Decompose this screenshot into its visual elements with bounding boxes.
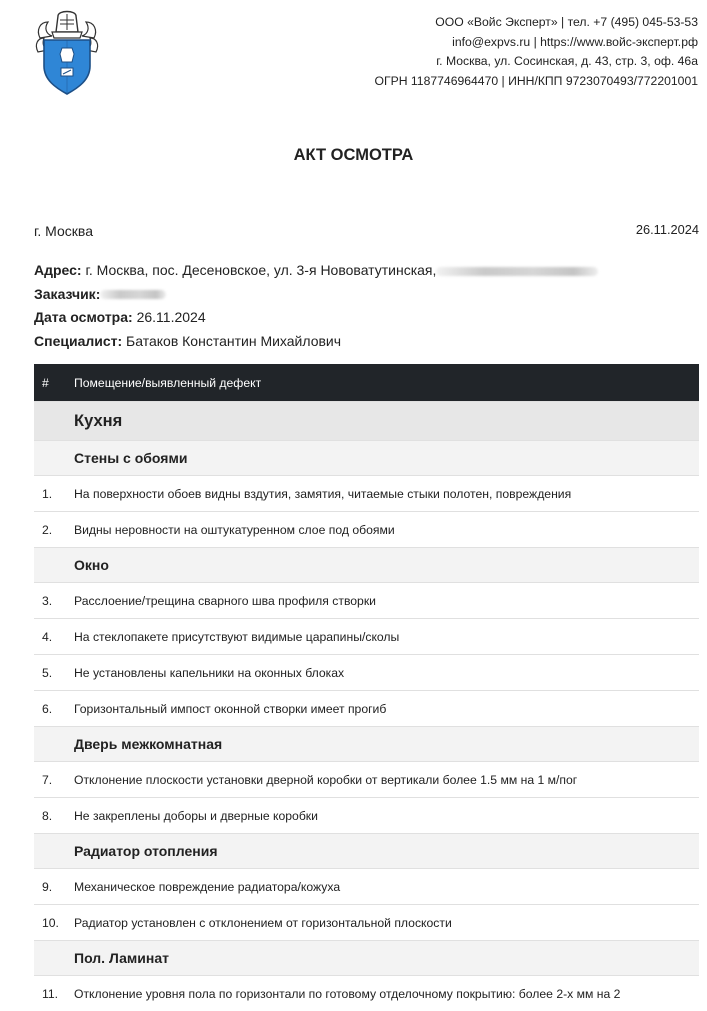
category-name: Пол. Ламинат xyxy=(74,941,699,976)
table-row xyxy=(34,798,699,834)
specialist-row xyxy=(34,330,598,354)
category-num-cell xyxy=(34,441,74,476)
defect-number: 11. xyxy=(34,976,74,1011)
table-row xyxy=(34,869,699,905)
room-row xyxy=(34,402,699,441)
defects-table-body xyxy=(34,402,699,1011)
category-row xyxy=(34,834,699,869)
defect-description: Не закреплены доборы и дверные коробки xyxy=(74,798,699,834)
defect-description: Механическое повреждение радиатора/кожуха xyxy=(74,869,699,905)
column-header-description: Помещение/выявленный дефект xyxy=(74,364,699,402)
table-row xyxy=(34,583,699,619)
defects-table xyxy=(34,364,699,1011)
inspection-info xyxy=(34,259,598,353)
table-row xyxy=(34,476,699,512)
defect-description: Расслоение/трещина сварного шва профиля створки xyxy=(74,583,699,619)
defect-description: Видны неровности на оштукатуренном слое под обоями xyxy=(74,512,699,548)
defect-number: 9. xyxy=(34,869,74,905)
table-row xyxy=(34,762,699,798)
address-value: г. Москва, пос. Десеновское, ул. 3-я Нововатутинская, xyxy=(86,262,437,278)
category-row xyxy=(34,941,699,976)
category-name: Окно xyxy=(74,548,699,583)
category-num-cell xyxy=(34,548,74,583)
defect-description: Не установлены капельники на оконных блоках xyxy=(74,655,699,691)
category-name: Радиатор отопления xyxy=(74,834,699,869)
document-date: 26.11.2024 xyxy=(636,222,699,237)
company-line-name-phone: ООО «Войс Эксперт» | тел. +7 (495) 045-53-53 xyxy=(375,13,698,33)
category-num-cell xyxy=(34,727,74,762)
category-row xyxy=(34,548,699,583)
document-title: АКТ ОСМОТРА xyxy=(0,146,707,165)
defect-number: 2. xyxy=(34,512,74,548)
company-line-address: г. Москва, ул. Сосинская, д. 43, стр. 3, оф. 46а xyxy=(375,52,698,72)
column-header-number: # xyxy=(34,364,74,402)
room-name: Кухня xyxy=(74,402,699,441)
table-row xyxy=(34,655,699,691)
company-details xyxy=(375,13,698,91)
defect-number: 7. xyxy=(34,762,74,798)
address-row xyxy=(34,259,598,283)
defect-description: Отклонение уровня пола по горизонтали по готовому отделочному покрытию: более 2-х мм на 2 xyxy=(74,976,699,1011)
address-label: Адрес: xyxy=(34,262,82,278)
category-num-cell xyxy=(34,941,74,976)
company-line-registration: ОГРН 1187746964470 | ИНН/КПП 9723070493/772201001 xyxy=(375,72,698,92)
defect-number: 4. xyxy=(34,619,74,655)
table-row xyxy=(34,512,699,548)
defect-description: На стеклопакете присутствуют видимые царапины/сколы xyxy=(74,619,699,655)
category-name: Стены с обоями xyxy=(74,441,699,476)
company-logo xyxy=(34,8,100,98)
defect-description: Радиатор установлен с отклонением от горизонтальной плоскости xyxy=(74,905,699,941)
customer-label: Заказчик: xyxy=(34,286,100,302)
redacted-customer xyxy=(100,290,166,299)
specialist-label: Специалист: xyxy=(34,333,122,349)
defect-number: 10. xyxy=(34,905,74,941)
inspection-date-value: 26.11.2024 xyxy=(137,309,206,325)
customer-row xyxy=(34,283,598,307)
defect-description: На поверхности обоев видны вздутия, замятия, читаемые стыки полотен, повреждения xyxy=(74,476,699,512)
defect-number: 5. xyxy=(34,655,74,691)
table-row xyxy=(34,976,699,1011)
defect-number: 1. xyxy=(34,476,74,512)
redacted-address xyxy=(436,267,598,276)
document-city: г. Москва xyxy=(34,223,93,239)
shield-crest-icon xyxy=(34,8,100,98)
table-row xyxy=(34,905,699,941)
inspection-date-label: Дата осмотра: xyxy=(34,309,133,325)
category-num-cell xyxy=(34,834,74,869)
table-header-row xyxy=(34,364,699,402)
specialist-value: Батаков Константин Михайлович xyxy=(126,333,341,349)
defect-description: Горизонтальный импост оконной створки имеет прогиб xyxy=(74,691,699,727)
inspection-date-row xyxy=(34,306,598,330)
defect-number: 6. xyxy=(34,691,74,727)
category-row xyxy=(34,727,699,762)
category-row xyxy=(34,441,699,476)
company-line-email-site: info@expvs.ru | https://www.войс-эксперт.рф xyxy=(375,33,698,53)
defect-number: 8. xyxy=(34,798,74,834)
defect-number: 3. xyxy=(34,583,74,619)
table-row xyxy=(34,691,699,727)
table-row xyxy=(34,619,699,655)
category-name: Дверь межкомнатная xyxy=(74,727,699,762)
defect-description: Отклонение плоскости установки дверной коробки от вертикали более 1.5 мм на 1 м/пог xyxy=(74,762,699,798)
room-num-cell xyxy=(34,402,74,441)
